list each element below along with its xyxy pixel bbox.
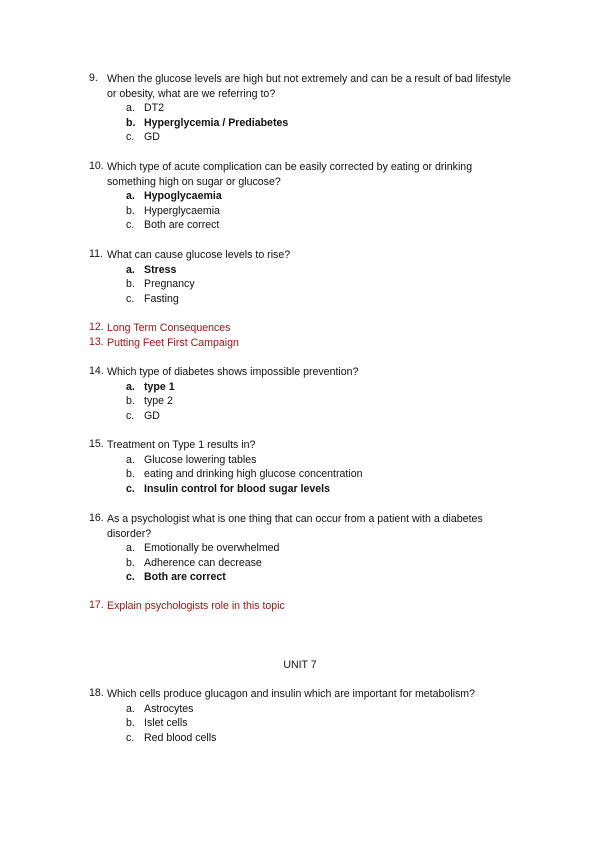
- option-b: b. Islet cells: [126, 717, 188, 730]
- question-text: Long Term Consequences: [107, 322, 231, 334]
- option-c: c. GD: [126, 409, 160, 422]
- option-b-correct: b. Hyperglycemia / Prediabetes: [126, 116, 289, 129]
- question-text: As a psychologist what is one thing that can occur from a patient with a diabetes disorder?: [107, 513, 483, 540]
- option-c: c. Red blood cells: [126, 731, 217, 744]
- option-c: c. GD: [126, 131, 160, 144]
- option-b: b. eating and drinking high glucose concentration: [126, 468, 363, 481]
- option-b: b. type 2: [126, 395, 173, 408]
- question-15: [89, 438, 519, 496]
- option-b: b. Pregnancy: [126, 278, 195, 291]
- question-14: [89, 365, 519, 423]
- option-c-correct: c. Both are correct: [126, 571, 226, 584]
- option-a-correct: a. type 1: [126, 380, 175, 393]
- question-text: When the glucose levels are high but not extremely and can be a result of bad lifestyle or obesity, what are we referring to?: [107, 73, 511, 100]
- question-number: 16.: [89, 512, 104, 524]
- question-16: [89, 512, 519, 585]
- question-number: 15.: [89, 438, 104, 450]
- option-a-correct: a. Hypoglycaemia: [126, 190, 222, 203]
- question-text: Treatment on Type 1 results in?: [107, 439, 256, 451]
- question-text: Which type of acute complication can be easily corrected by eating or drinking something high on sugar or glucose?: [107, 161, 473, 188]
- question-number: 17.: [89, 599, 104, 611]
- unit-heading: UNIT 7: [283, 659, 317, 671]
- question-number: 10.: [89, 160, 104, 172]
- question-number: 14.: [89, 365, 104, 377]
- question-text: Which type of diabetes shows impossible prevention?: [107, 366, 359, 378]
- question-number: 9.: [89, 72, 98, 84]
- question-number: 13.: [89, 336, 104, 348]
- question-17: [89, 599, 519, 614]
- option-a: a. Glucose lowering tables: [126, 453, 257, 466]
- question-text: Which cells produce glucagon and insulin which are important for metabolism?: [107, 688, 476, 700]
- question-text: Putting Feet First Campaign: [107, 337, 239, 349]
- option-a: a. Astrocytes: [126, 702, 194, 715]
- question-13: [89, 336, 519, 351]
- question-text: What can cause glucose levels to rise?: [107, 249, 291, 261]
- question-number: 12.: [89, 321, 104, 333]
- question-text: Explain psychologists role in this topic: [107, 600, 285, 612]
- question-9: [89, 72, 519, 145]
- option-a-correct: a. Stress: [126, 263, 177, 276]
- option-b: b. Hyperglycaemia: [126, 204, 220, 217]
- question-10: [89, 160, 519, 233]
- option-c: c. Both are correct: [126, 219, 220, 232]
- option-c: c. Fasting: [126, 292, 179, 305]
- option-a: a. DT2: [126, 102, 165, 115]
- question-number: 18.: [89, 687, 104, 699]
- option-c-correct: c. Insulin control for blood sugar levels: [126, 482, 331, 495]
- option-a: a. Emotionally be overwhelmed: [126, 542, 280, 555]
- question-18: [89, 687, 519, 745]
- question-12: [89, 321, 519, 336]
- option-b: b. Adherence can decrease: [126, 556, 262, 569]
- question-11: [89, 248, 519, 306]
- question-number: 11.: [89, 248, 103, 260]
